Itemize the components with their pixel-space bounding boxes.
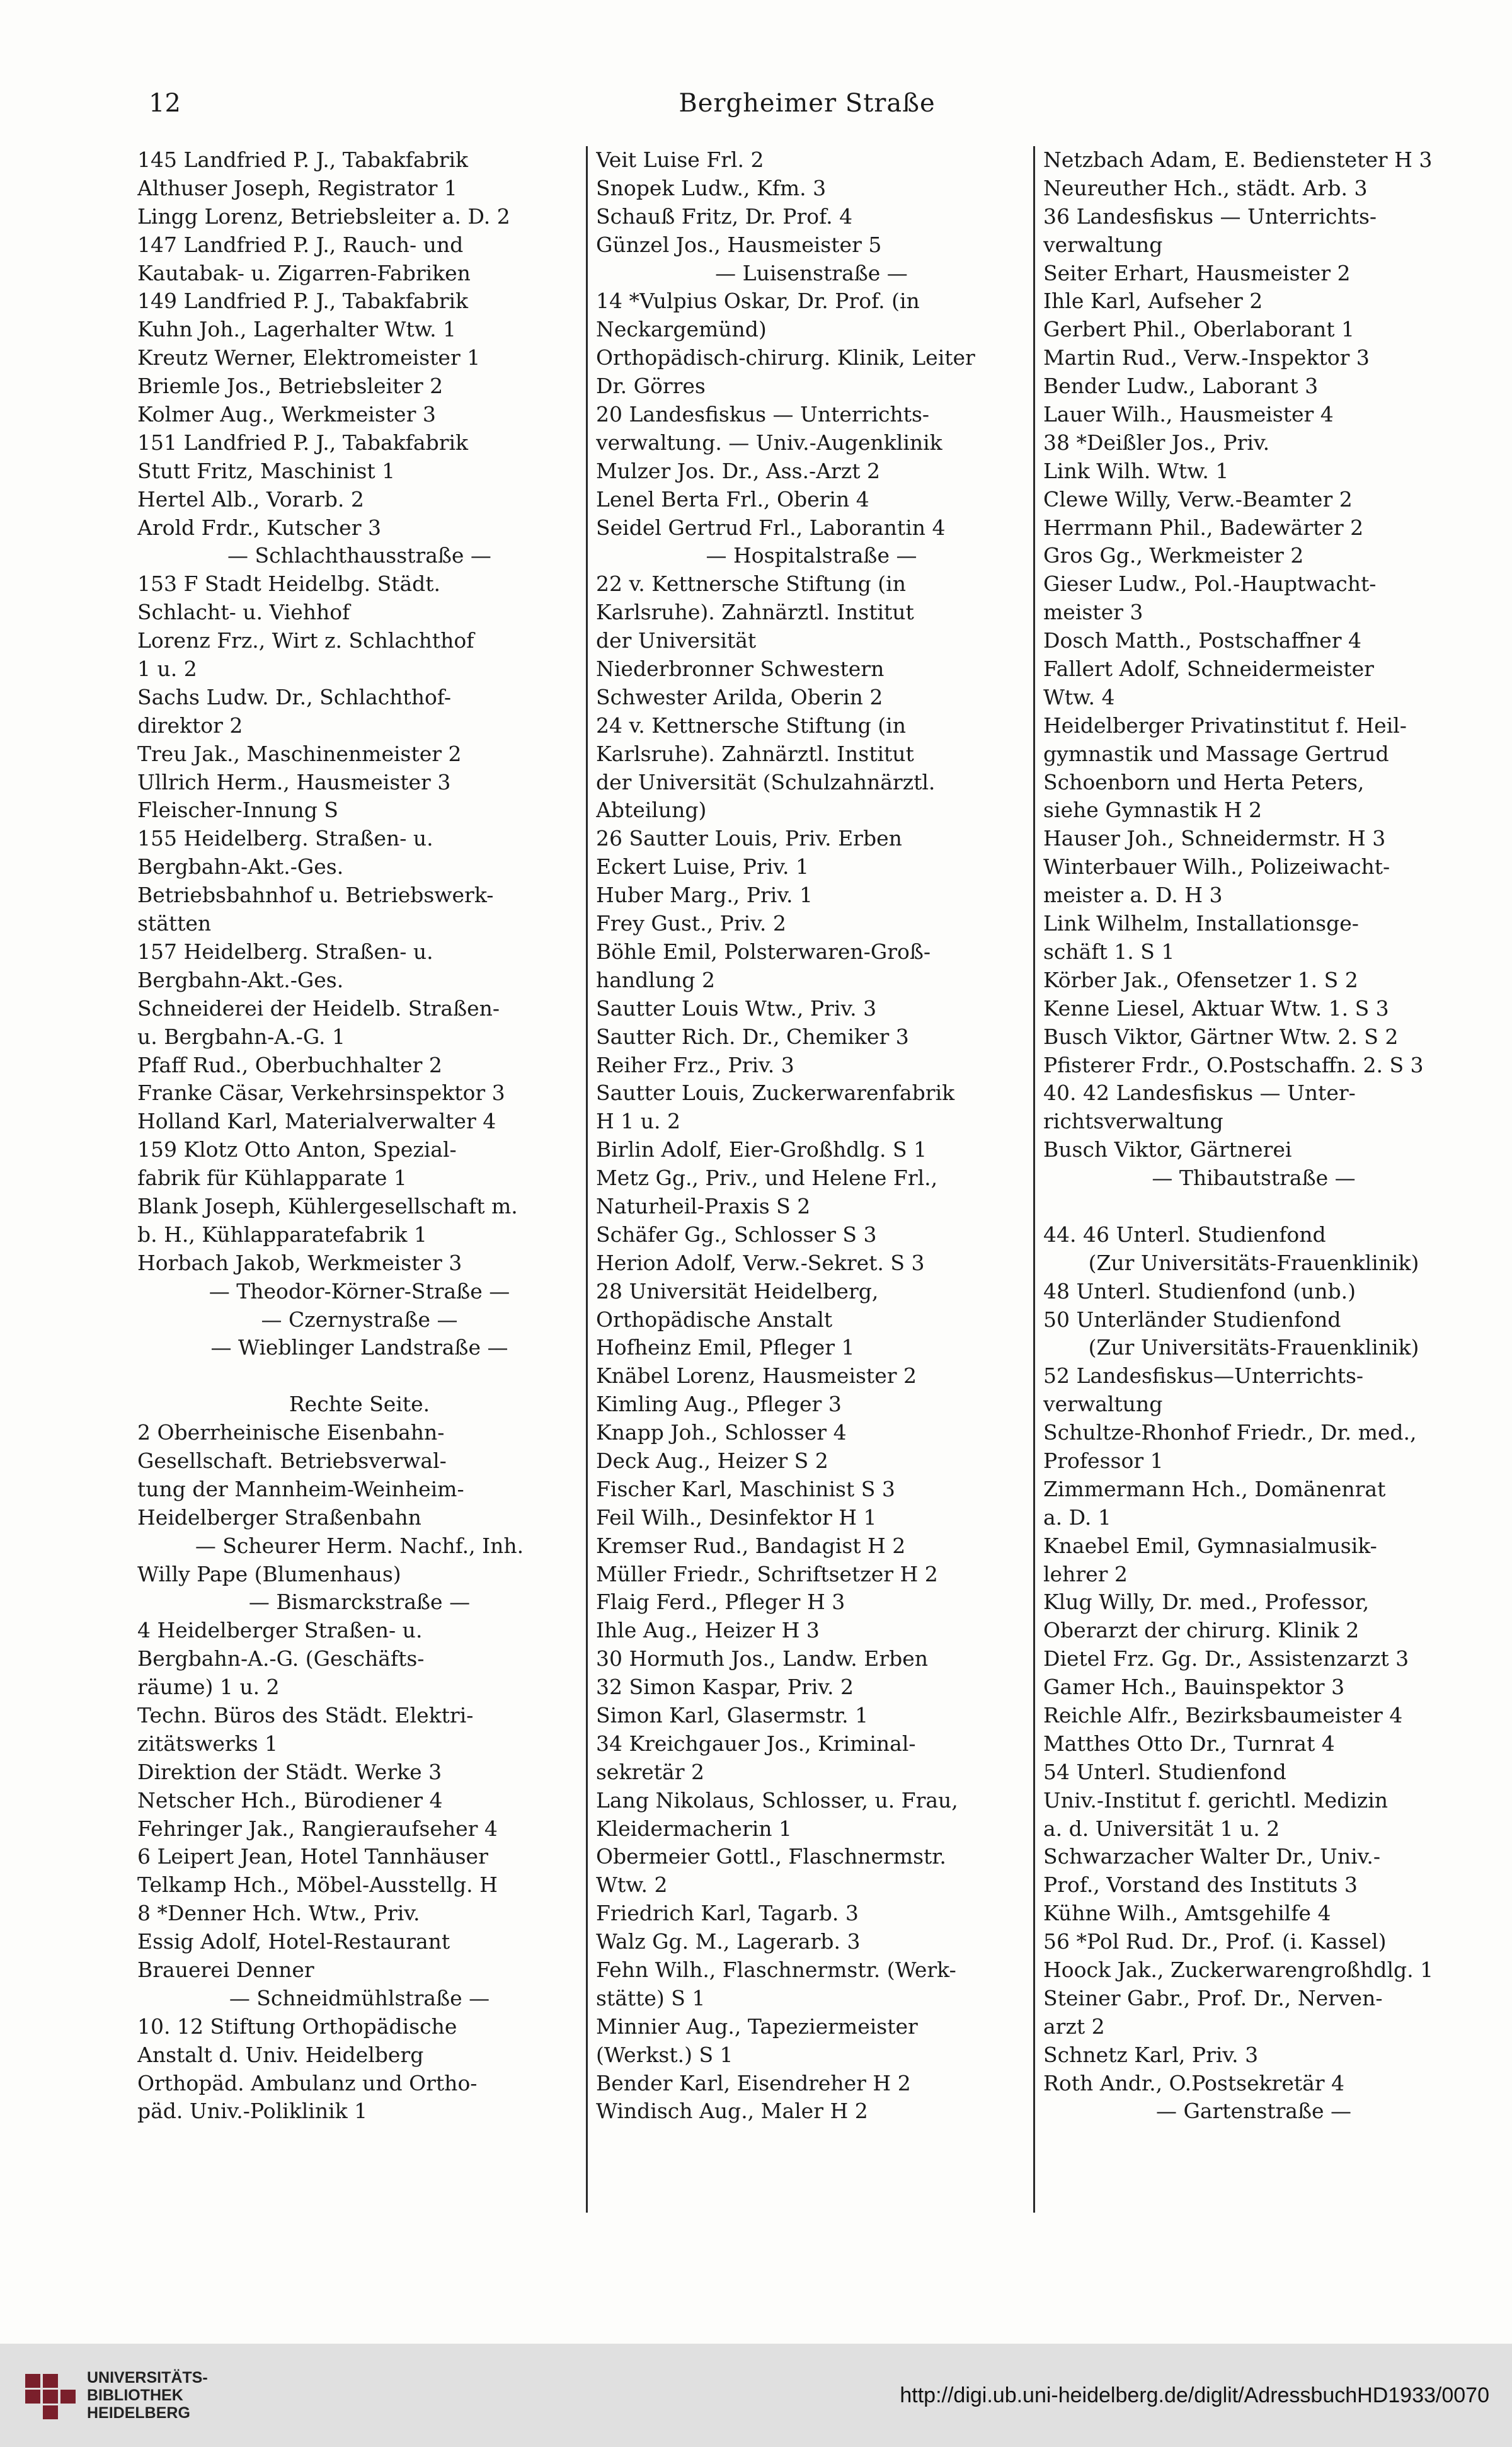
directory-line: Gamer Hch., Bauinspektor 3 [1043, 1675, 1345, 1700]
directory-line: b. H., Kühlapparatefabrik 1 [137, 1222, 428, 1247]
directory-line: Busch Viktor, Gärtner Wtw. 2. S 2 [1043, 1024, 1399, 1049]
directory-line: 28 Universität Heidelberg, [596, 1278, 879, 1304]
directory-line: Schnetz Karl, Priv. 3 [1043, 2042, 1259, 2067]
directory-line: schäft 1. S 1 [1043, 939, 1175, 964]
directory-line: Willy Pape (Blumenhaus) [137, 1561, 401, 1586]
directory-line: Windisch Aug., Maler H 2 [596, 2099, 868, 2124]
directory-line: Klug Willy, Dr. med., Professor, [1043, 1590, 1370, 1615]
directory-line: Netscher Hch., Bürodiener 4 [137, 1787, 443, 1813]
directory-line: Schneiderei der Heidelb. Straßen- [137, 995, 500, 1021]
directory-line: Netzbach Adam, E. Bediensteter H 3 [1043, 147, 1433, 172]
directory-line: Feil Wilh., Desinfektor H 1 [596, 1504, 877, 1530]
directory-line: Dosch Matth., Postschaffner 4 [1043, 628, 1361, 653]
directory-line: Lorenz Frz., Wirt z. Schlachthof [137, 628, 474, 653]
directory-line: Telkamp Hch., Möbel-Ausstellg. H [137, 1872, 498, 1898]
column-right [1043, 146, 1464, 2219]
directory-line: Minnier Aug., Tapeziermeister [596, 2014, 918, 2039]
directory-line: Heidelberger Straßenbahn [137, 1504, 421, 1530]
directory-line: Kleidermacherin 1 [596, 1816, 793, 1841]
directory-line: H 1 u. 2 [596, 1109, 680, 1134]
directory-line: Reiher Frz., Priv. 3 [596, 1052, 794, 1077]
directory-line: 24 v. Kettnersche Stiftung (in [596, 713, 906, 738]
directory-line: — Thibautstraße — [1152, 1166, 1356, 1191]
library-name-line: BIBLIOTHEK [87, 2387, 183, 2404]
directory-line: 145 Landfried P. J., Tabakfabrik [137, 147, 469, 172]
directory-line: Gerbert Phil., Oberlaborant 1 [1043, 317, 1355, 342]
directory-line: 157 Heidelberg. Straßen- u. [137, 939, 433, 964]
directory-line: Kühne Wilh., Amtsgehilfe 4 [1043, 1901, 1331, 1926]
directory-line: Schlacht- u. Viehhof [137, 600, 350, 625]
directory-line: Abteilung) [596, 798, 707, 823]
directory-line: der Universität (Schulzahnärztl. [596, 769, 936, 794]
directory-line: Kolmer Aug., Werkmeister 3 [137, 402, 436, 427]
directory-line: räume) 1 u. 2 [137, 1675, 280, 1700]
directory-line: 22 v. Kettnersche Stiftung (in [596, 571, 906, 597]
directory-line: — Gartenstraße — [1155, 2099, 1352, 2124]
directory-line: Knapp Joh., Schlosser 4 [596, 1420, 847, 1445]
directory-line: Treu Jak., Maschinenmeister 2 [137, 741, 462, 766]
directory-line: Gros Gg., Werkmeister 2 [1043, 543, 1304, 568]
directory-line: 4 Heidelberger Straßen- u. [137, 1618, 423, 1643]
directory-line: Brauerei Denner [137, 1957, 314, 1982]
directory-line: 26 Sautter Louis, Priv. Erben [596, 826, 902, 851]
directory-line: Ihle Karl, Aufseher 2 [1043, 289, 1263, 314]
directory-line: 50 Unterländer Studienfond [1043, 1307, 1341, 1332]
directory-line: Steiner Gabr., Prof. Dr., Nerven- [1043, 1985, 1383, 2010]
directory-line: — Theodor-Körner-Straße — [209, 1278, 510, 1304]
directory-line: Schoenborn und Herta Peters, [1043, 769, 1365, 794]
library-name [87, 2369, 208, 2422]
directory-line: — Hospitalstraße — [706, 543, 917, 568]
directory-line: 52 Landesfiskus—Unterrichts- [1043, 1363, 1364, 1389]
library-name-line: HEIDELBERG [87, 2404, 190, 2422]
directory-line: Schauß Fritz, Dr. Prof. 4 [596, 203, 853, 229]
directory-line: Simon Karl, Glasermstr. 1 [596, 1702, 869, 1728]
directory-line: Horbach Jakob, Werkmeister 3 [137, 1250, 462, 1275]
directory-line: verwaltung [1043, 1392, 1163, 1417]
directory-line: 20 Landesfiskus — Unterrichts- [596, 402, 930, 427]
directory-line: Günzel Jos., Hausmeister 5 [596, 232, 882, 257]
directory-line: 54 Unterl. Studienfond [1043, 1759, 1286, 1784]
directory-line: — Czernystraße — [261, 1307, 458, 1332]
directory-line: stätte) S 1 [596, 1985, 706, 2010]
directory-line: 10. 12 Stiftung Orthopädische [137, 2014, 457, 2039]
directory-line: 40. 42 Landesfiskus — Unter- [1043, 1080, 1356, 1106]
directory-line: Link Wilhelm, Installationsge- [1043, 911, 1359, 936]
directory-line: Huber Marg., Priv. 1 [596, 883, 813, 908]
directory-line: 153 F Stadt Heidelbg. Städt. [137, 571, 440, 597]
directory-line: Bergbahn-Akt.-Ges. [137, 967, 344, 992]
column-divider [1033, 146, 1035, 2213]
directory-line: Lenel Berta Frl., Oberin 4 [596, 486, 869, 512]
directory-line: Herrmann Phil., Badewärter 2 [1043, 515, 1364, 540]
directory-line: (Werkst.) S 1 [596, 2042, 733, 2067]
directory-line: handlung 2 [596, 967, 715, 992]
directory-line: stätten [137, 911, 212, 936]
directory-line: Sautter Louis, Zuckerwarenfabrik [596, 1080, 955, 1106]
directory-line: Matthes Otto Dr., Turnrat 4 [1043, 1731, 1335, 1756]
directory-line: 38 *Deißler Jos., Priv. [1043, 430, 1270, 455]
column-divider [586, 146, 588, 2213]
directory-line: Reichle Alfr., Bezirksbaumeister 4 [1043, 1702, 1403, 1728]
directory-line: 8 *Denner Hch. Wtw., Priv. [137, 1901, 420, 1926]
directory-line: Zimmermann Hch., Domänenrat [1043, 1476, 1386, 1501]
directory-line: Flaig Ferd., Pfleger H 3 [596, 1590, 845, 1615]
directory-line: Knäbel Lorenz, Hausmeister 2 [596, 1363, 917, 1389]
directory-line: Frey Gust., Priv. 2 [596, 911, 786, 936]
directory-line: lehrer 2 [1043, 1561, 1128, 1586]
directory-line: 149 Landfried P. J., Tabakfabrik [137, 289, 469, 314]
directory-line: Fleischer-Innung S [137, 798, 338, 823]
directory-line: Schwarzacher Walter Dr., Univ.- [1043, 1844, 1381, 1869]
directory-line: Walz Gg. M., Lagerarb. 3 [596, 1929, 861, 1954]
directory-line: Lauer Wilh., Hausmeister 4 [1043, 402, 1334, 427]
directory-line: päd. Univ.-Poliklinik 1 [137, 2099, 368, 2124]
directory-line: Gesellschaft. Betriebsverwal- [137, 1448, 447, 1473]
directory-line: Karlsruhe). Zahnärztl. Institut [596, 600, 914, 625]
directory-line: 48 Unterl. Studienfond (unb.) [1043, 1278, 1356, 1304]
directory-line: — Schneidmühlstraße — [229, 1985, 490, 2010]
street-title: Bergheimer Straße [679, 89, 936, 118]
page-header [149, 84, 1465, 122]
column-middle [596, 146, 1027, 2219]
directory-line: Franke Cäsar, Verkehrsinspektor 3 [137, 1080, 505, 1106]
directory-line: (Zur Universitäts-Frauenklinik) [1088, 1335, 1419, 1360]
page-number: 12 [149, 89, 181, 118]
column-left [137, 146, 581, 2219]
directory-line: Kreutz Werner, Elektromeister 1 [137, 345, 481, 370]
directory-line: Kautabak- u. Zigarren-Fabriken [137, 260, 471, 285]
directory-line: der Universität [596, 628, 757, 653]
directory-line: a. d. Universität 1 u. 2 [1043, 1816, 1280, 1841]
directory-line: Prof., Vorstand des Instituts 3 [1043, 1872, 1358, 1898]
directory-line: meister a. D. H 3 [1043, 883, 1223, 908]
directory-line: Müller Friedr., Schriftsetzer H 2 [596, 1561, 938, 1586]
directory-line: verwaltung. — Univ.-Augenklinik [596, 430, 942, 455]
source-url-link[interactable]: http://digi.ub.uni-heidelberg.de/diglit/AdressbuchHD1933/0070 [900, 2383, 1489, 2407]
directory-line [137, 1362, 581, 1390]
directory-line: richtsverwaltung [1043, 1109, 1223, 1134]
directory-line: Neckargemünd) [596, 317, 767, 342]
directory-line: Kenne Liesel, Aktuar Wtw. 1. S 3 [1043, 995, 1389, 1021]
directory-line: Fehn Wilh., Flaschnermstr. (Werk- [596, 1957, 956, 1982]
directory-line: Dietel Frz. Gg. Dr., Assistenzarzt 3 [1043, 1646, 1409, 1671]
directory-line: 159 Klotz Otto Anton, Spezial- [137, 1137, 457, 1162]
directory-line: Holland Karl, Materialverwalter 4 [137, 1109, 496, 1134]
directory-line [1043, 1193, 1464, 1221]
directory-line: Bender Ludw., Laborant 3 [1043, 374, 1319, 399]
directory-line: Niederbronner Schwestern [596, 656, 885, 682]
directory-line: 14 *Vulpius Oskar, Dr. Prof. (in [596, 289, 920, 314]
directory-line: Mulzer Jos. Dr., Ass.-Arzt 2 [596, 458, 880, 483]
directory-line: Pfisterer Frdr., O.Postschaffn. 2. S 3 [1043, 1052, 1424, 1077]
directory-line: tung der Mannheim-Weinheim- [137, 1476, 464, 1501]
directory-line: Bender Karl, Eisendreher H 2 [596, 2070, 911, 2095]
viewer-footer [0, 2344, 1512, 2447]
directory-line: Oberarzt der chirurg. Klinik 2 [1043, 1618, 1360, 1643]
directory-line: Ihle Aug., Heizer H 3 [596, 1618, 820, 1643]
directory-line: — Luisenstraße — [715, 260, 908, 285]
directory-line: Hoock Jak., Zuckerwarengroßhdlg. 1 [1043, 1957, 1434, 1982]
directory-line: Fallert Adolf, Schneidermeister [1043, 656, 1374, 682]
directory-line: — Schlachthausstraße — [227, 543, 491, 568]
directory-line: Deck Aug., Heizer S 2 [596, 1448, 828, 1473]
directory-line: Wtw. 2 [596, 1872, 668, 1898]
directory-line: Clewe Willy, Verw.-Beamter 2 [1043, 486, 1353, 512]
directory-line: Althuser Joseph, Registrator 1 [137, 175, 457, 200]
directory-line: Veit Luise Frl. 2 [596, 147, 764, 172]
directory-line: a. D. 1 [1043, 1504, 1111, 1530]
directory-line: Obermeier Gottl., Flaschnermstr. [596, 1844, 946, 1869]
directory-line: verwaltung [1043, 232, 1163, 257]
directory-line: Pfaff Rud., Oberbuchhalter 2 [137, 1052, 442, 1077]
directory-line: Briemle Jos., Betriebsleiter 2 [137, 374, 444, 399]
directory-line: Bergbahn-Akt.-Ges. [137, 854, 344, 880]
directory-line: Direktion der Städt. Werke 3 [137, 1759, 442, 1784]
directory-line: Lang Nikolaus, Schlosser, u. Frau, [596, 1787, 958, 1813]
directory-line: Arold Frdr., Kutscher 3 [137, 515, 381, 540]
directory-line: direktor 2 [137, 713, 243, 738]
directory-line: meister 3 [1043, 600, 1143, 625]
directory-line: Betriebsbahnhof u. Betriebswerk- [137, 883, 494, 908]
directory-line: Hofheinz Emil, Pfleger 1 [596, 1335, 855, 1360]
directory-line: Sautter Louis Wtw., Priv. 3 [596, 995, 877, 1021]
directory-line: Winterbauer Wilh., Polizeiwacht- [1043, 854, 1390, 880]
directory-line: gymnastik und Massage Gertrud [1043, 741, 1389, 766]
directory-line: zitätswerks 1 [137, 1731, 278, 1756]
directory-line: 147 Landfried P. J., Rauch- und [137, 232, 464, 257]
directory-line: Univ.-Institut f. gerichtl. Medizin [1043, 1787, 1389, 1813]
directory-line: Eckert Luise, Priv. 1 [596, 854, 810, 880]
directory-line: 32 Simon Kaspar, Priv. 2 [596, 1675, 854, 1700]
directory-line: Sautter Rich. Dr., Chemiker 3 [596, 1024, 909, 1049]
directory-line: Bergbahn-A.-G. (Geschäfts- [137, 1646, 425, 1671]
directory-line: — Wieblinger Landstraße — [210, 1335, 508, 1360]
directory-line: Seidel Gertrud Frl., Laborantin 4 [596, 515, 946, 540]
directory-line: Schwester Arilda, Oberin 2 [596, 684, 883, 709]
directory-line: Lingg Lorenz, Betriebsleiter a. D. 2 [137, 203, 510, 229]
directory-line: Böhle Emil, Polsterwaren-Groß- [596, 939, 931, 964]
directory-line: arzt 2 [1043, 2014, 1105, 2039]
directory-line: Busch Viktor, Gärtnerei [1043, 1137, 1292, 1162]
directory-line: Friedrich Karl, Tagarb. 3 [596, 1901, 859, 1926]
directory-line: Essig Adolf, Hotel-Restaurant [137, 1929, 450, 1954]
directory-line: 2 Oberrheinische Eisenbahn- [137, 1420, 445, 1445]
directory-line: Neureuther Hch., städt. Arb. 3 [1043, 175, 1368, 200]
directory-line: Kuhn Joh., Lagerhalter Wtw. 1 [137, 317, 457, 342]
directory-line: Birlin Adolf, Eier-Großhdlg. S 1 [596, 1137, 927, 1162]
directory-line: 30 Hormuth Jos., Landw. Erben [596, 1646, 929, 1671]
directory-line: Snopek Ludw., Kfm. 3 [596, 175, 827, 200]
directory-line: fabrik für Kühlapparate 1 [137, 1166, 407, 1191]
directory-line: siehe Gymnastik H 2 [1043, 798, 1263, 823]
directory-line: 34 Kreichgauer Jos., Kriminal- [596, 1731, 916, 1756]
directory-line: Rechte Seite. [289, 1392, 430, 1417]
directory-line: Heidelberger Privatinstitut f. Heil- [1043, 713, 1407, 738]
directory-line: Blank Joseph, Kühlergesellschaft m. [137, 1193, 518, 1218]
directory-line: Anstalt d. Univ. Heidelberg [137, 2042, 424, 2067]
directory-line: Herion Adolf, Verw.-Sekret. S 3 [596, 1250, 925, 1275]
directory-line: Schäfer Gg., Schlosser S 3 [596, 1222, 877, 1247]
directory-line: Seiter Erhart, Hausmeister 2 [1043, 260, 1351, 285]
directory-line: Stutt Fritz, Maschinist 1 [137, 458, 396, 483]
directory-line: (Zur Universitäts-Frauenklinik) [1088, 1250, 1419, 1275]
directory-line: sekretär 2 [596, 1759, 704, 1784]
directory-line: Orthopäd. Ambulanz und Ortho- [137, 2070, 478, 2095]
directory-line: Hauser Joh., Schneidermstr. H 3 [1043, 826, 1386, 851]
directory-line: Orthopädisch-chirurg. Klinik, Leiter [596, 345, 975, 370]
directory-line: Körber Jak., Ofensetzer 1. S 2 [1043, 967, 1358, 992]
directory-line: Kimling Aug., Pfleger 3 [596, 1392, 842, 1417]
directory-line: Dr. Görres [596, 374, 706, 399]
directory-line: Schultze-Rhonhof Friedr., Dr. med., [1043, 1420, 1417, 1445]
directory-line: — Bismarckstraße — [248, 1590, 471, 1615]
directory-line: Fischer Karl, Maschinist S 3 [596, 1476, 895, 1501]
directory-line: 151 Landfried P. J., Tabakfabrik [137, 430, 469, 455]
directory-line: 1 u. 2 [137, 656, 197, 682]
directory-line: Hertel Alb., Vorarb. 2 [137, 486, 364, 512]
library-name-line: UNIVERSITÄTS- [87, 2369, 208, 2387]
directory-line: Link Wilh. Wtw. 1 [1043, 458, 1229, 483]
directory-line: Techn. Büros des Städt. Elektri- [137, 1702, 474, 1728]
directory-line: Sachs Ludw. Dr., Schlachthof- [137, 684, 451, 709]
directory-line: Metz Gg., Priv., und Helene Frl., [596, 1166, 938, 1191]
directory-line: 56 *Pol Rud. Dr., Prof. (i. Kassel) [1043, 1929, 1387, 1954]
directory-line: 44. 46 Unterl. Studienfond [1043, 1222, 1326, 1247]
directory-line: Wtw. 4 [1043, 684, 1115, 709]
directory-line: Martin Rud., Verw.-Inspektor 3 [1043, 345, 1370, 370]
directory-line: — Scheurer Herm. Nachf., Inh. [195, 1533, 524, 1558]
directory-line: Gieser Ludw., Pol.-Hauptwacht- [1043, 571, 1377, 597]
directory-line: Knaebel Emil, Gymnasialmusik- [1043, 1533, 1377, 1558]
directory-line: Kremser Rud., Bandagist H 2 [596, 1533, 906, 1558]
directory-line: 155 Heidelberg. Straßen- u. [137, 826, 433, 851]
directory-line: 6 Leipert Jean, Hotel Tannhäuser [137, 1844, 488, 1869]
library-logo-icon [25, 2374, 76, 2419]
directory-line: Roth Andr., O.Postsekretär 4 [1043, 2070, 1345, 2095]
directory-line: Professor 1 [1043, 1448, 1164, 1473]
directory-line: Ullrich Herm., Hausmeister 3 [137, 769, 451, 794]
directory-line: 36 Landesfiskus — Unterrichts- [1043, 203, 1377, 229]
directory-line: Karlsruhe). Zahnärztl. Institut [596, 741, 914, 766]
directory-line: Fehringer Jak., Rangieraufseher 4 [137, 1816, 498, 1841]
directory-line: Naturheil-Praxis S 2 [596, 1193, 811, 1218]
directory-line: u. Bergbahn-A.-G. 1 [137, 1024, 345, 1049]
directory-line: Orthopädische Anstalt [596, 1307, 833, 1332]
